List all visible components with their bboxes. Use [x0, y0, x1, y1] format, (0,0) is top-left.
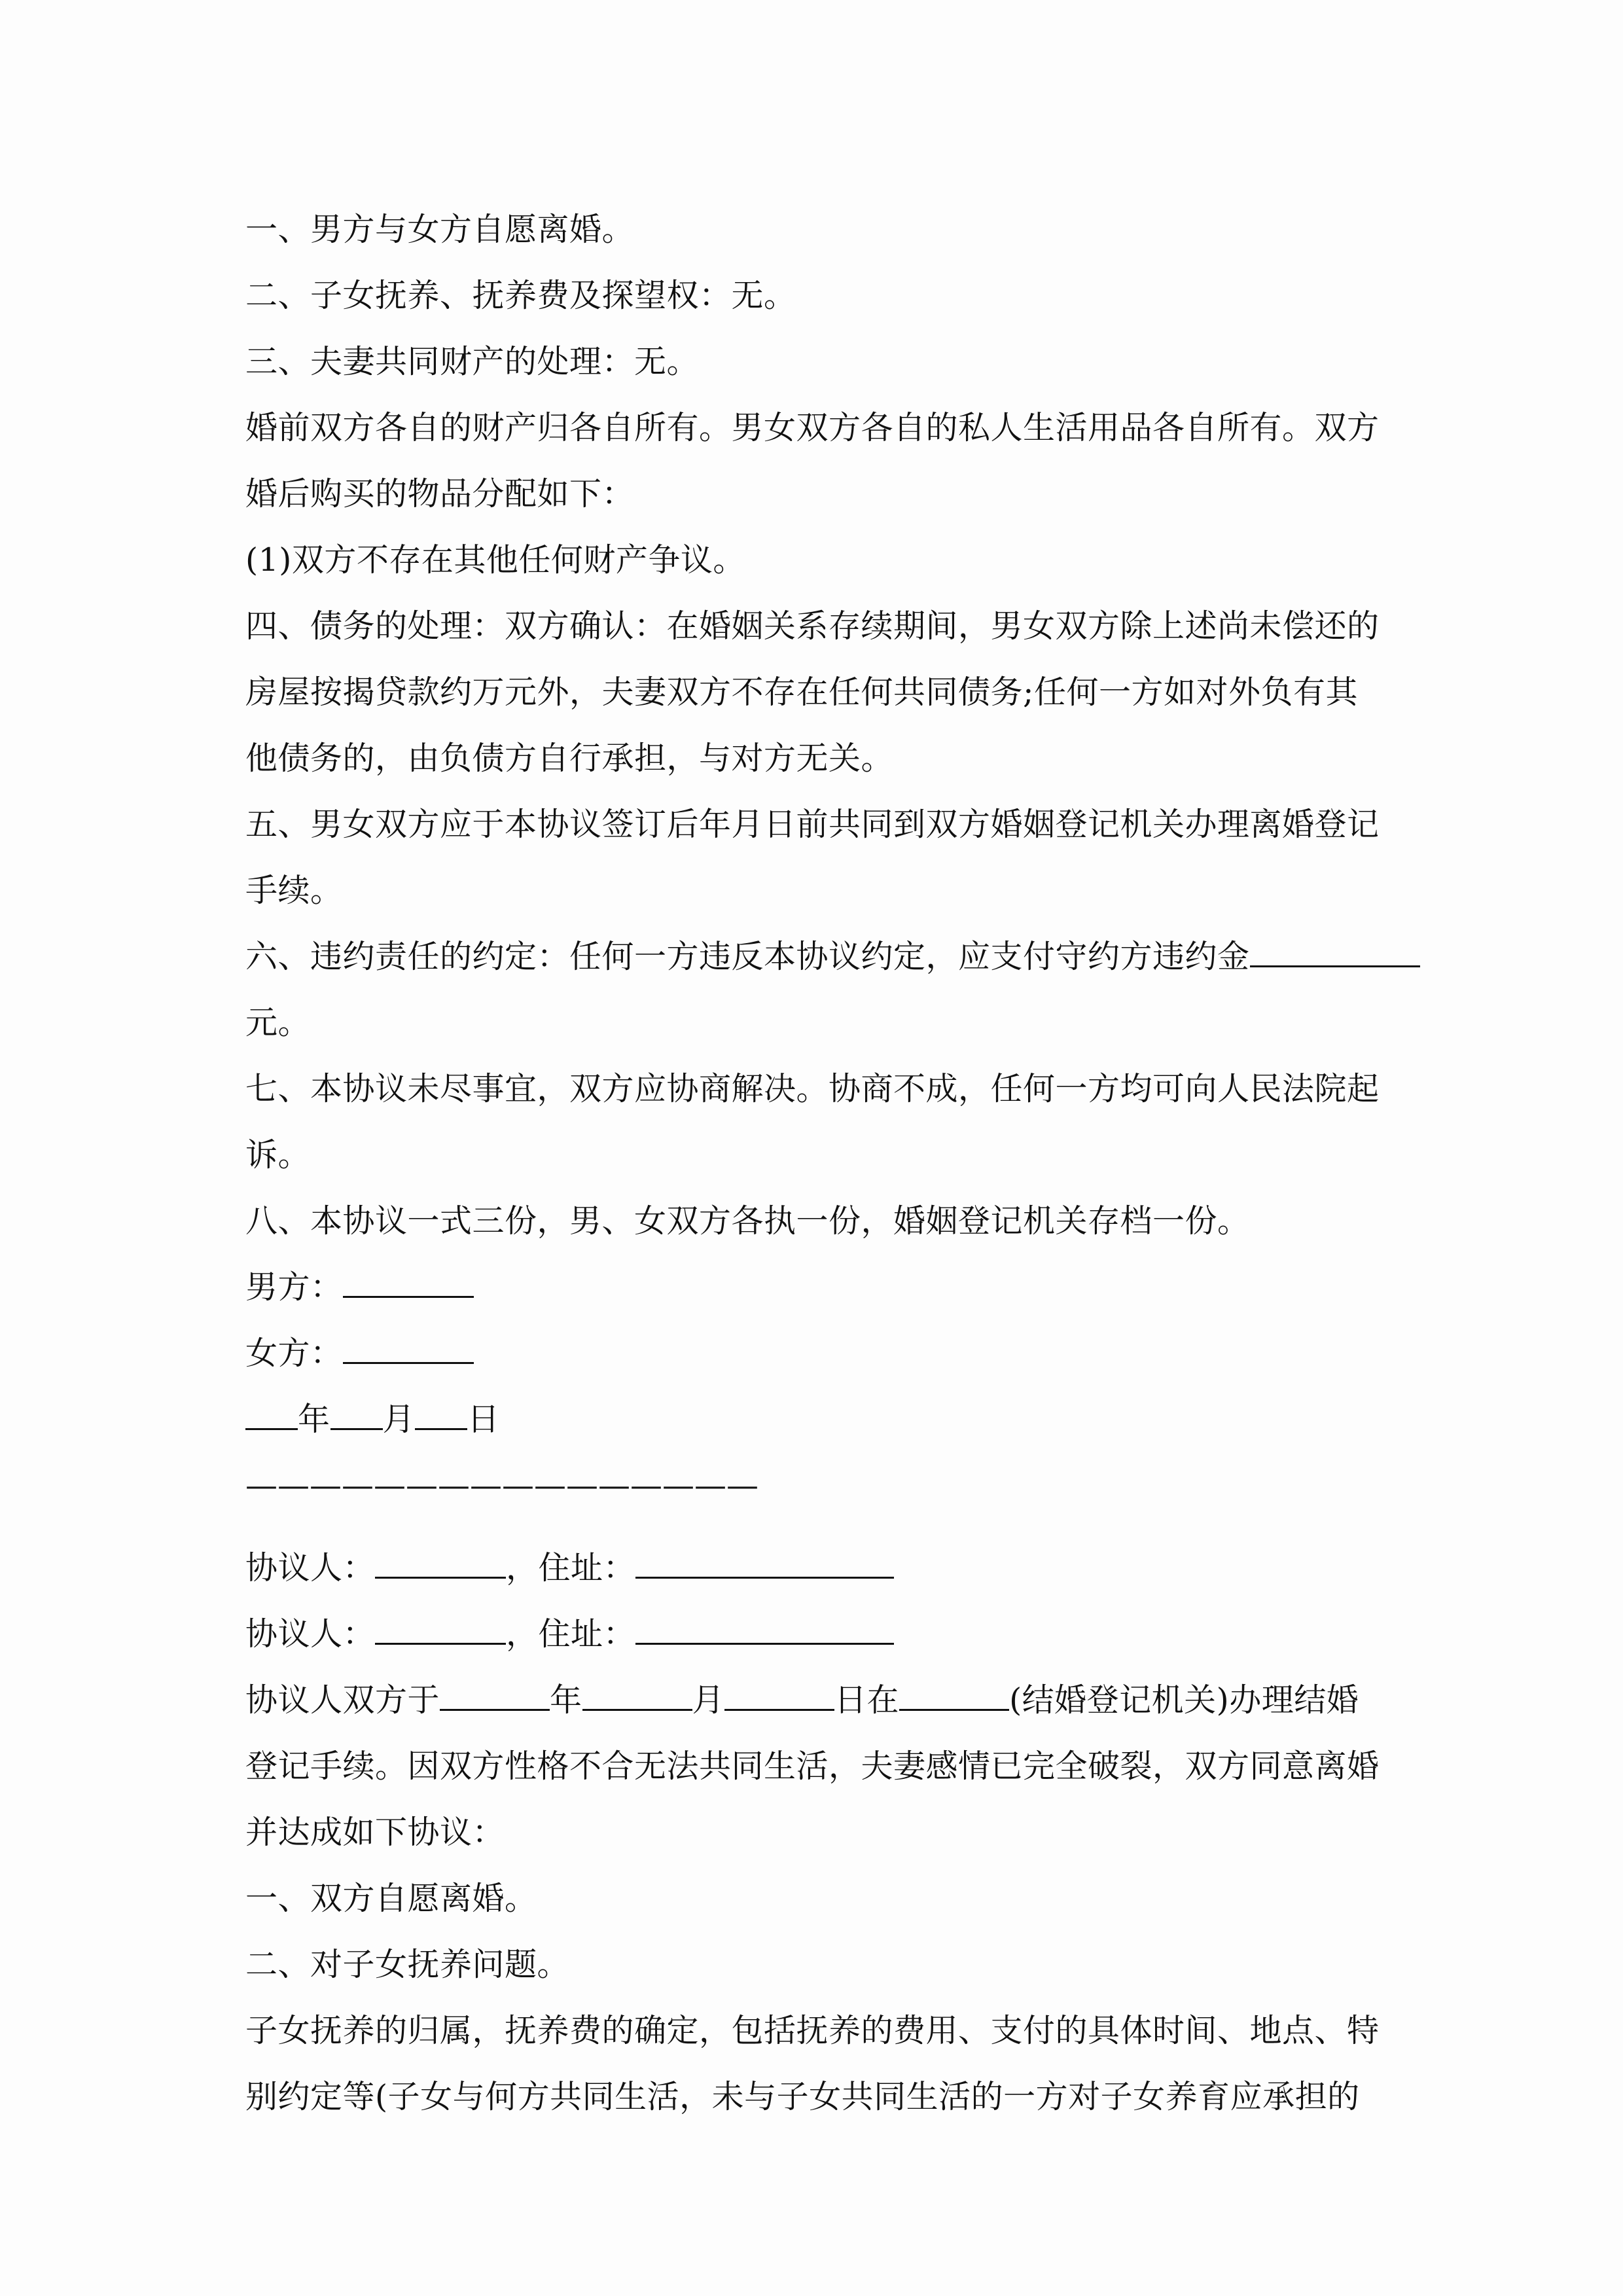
marriage-year-blank[interactable] — [440, 1677, 550, 1711]
female-signature-blank[interactable] — [343, 1331, 474, 1364]
registry-office-blank[interactable] — [899, 1677, 1009, 1711]
comma: ， — [506, 1549, 539, 1587]
custody-line-1: 子女抚养的归属，抚养费的确定，包括抚养的费用、支付的具体时间、地点、特 — [245, 2012, 1380, 2049]
clause-4-line-3: 他债务的，由负债方自行承担，与对方无关。 — [245, 740, 894, 777]
clause-4-line-1: 四、债务的处理：双方确认：在婚姻关系存续期间，男女双方除上述尚未偿还的 — [245, 607, 1380, 645]
custody-line-2: 别约定等(子女与何方共同生活，未与子女共同生活的一方对子女养育应承担的 — [245, 2078, 1360, 2115]
section-separator: ———————————————— — [245, 1467, 758, 1504]
property-text-line-1: 婚前双方各自的财产归各自所有。男女双方各自的私人生活用品各自所有。双方 — [245, 409, 1380, 446]
clause-7-line-1: 七、本协议未尽事宜，双方应协商解决。协商不成，任何一方均可向人民法院起 — [245, 1070, 1380, 1107]
clause-6-text: 六、违约责任的约定：任何一方违反本协议约定，应支付守约方违约金 — [245, 938, 1250, 975]
intro-day-at: 日在 — [834, 1681, 900, 1719]
intro-line-2: 登记手续。因双方性格不合无法共同生活，夫妻感情已完全破裂，双方同意离婚 — [245, 1748, 1380, 1785]
clause-1: 一、男方与女方自愿离婚。 — [245, 211, 635, 248]
party-1-address-blank[interactable] — [635, 1545, 894, 1579]
clause-2: 二、子女抚养、抚养费及探望权：无。 — [245, 277, 796, 314]
intro-text-1: 协议人双方于 — [245, 1681, 440, 1719]
party-2-name-blank[interactable] — [375, 1611, 506, 1645]
day-label: 日 — [467, 1401, 500, 1438]
agreement-clause-2: 二、对子女抚养问题。 — [245, 1946, 570, 1983]
male-label: 男方： — [245, 1268, 343, 1306]
clause-4-line-2: 房屋按揭贷款约万元外，夫妻双方不存在任何共同债务;任何一方如对外负有其 — [245, 673, 1359, 711]
clause-3: 三、夫妻共同财产的处理：无。 — [245, 343, 700, 380]
intro-year: 年 — [550, 1681, 582, 1719]
clause-6-line-1 — [245, 934, 1381, 1000]
party-2-label: 协议人： — [245, 1615, 376, 1653]
intro-text-2: (结婚登记机关)办理结婚 — [1009, 1681, 1359, 1719]
intro-line-1 — [245, 1677, 1381, 1744]
female-label: 女方： — [245, 1335, 343, 1372]
year-label: 年 — [298, 1401, 330, 1438]
address-2-label: 住址： — [538, 1615, 636, 1653]
marriage-day-blank[interactable] — [724, 1677, 834, 1711]
day-blank[interactable] — [415, 1397, 467, 1430]
intro-line-3: 并达成如下协议： — [245, 1814, 505, 1851]
party-1-label: 协议人： — [245, 1549, 376, 1587]
party-1-name-blank[interactable] — [375, 1545, 506, 1579]
month-label: 月 — [382, 1401, 416, 1438]
property-text-line-2: 婚后购买的物品分配如下： — [245, 475, 635, 512]
party-2-line — [245, 1611, 1381, 1677]
property-subitem-1: (1)双方不存在其他任何财产争议。 — [245, 541, 745, 579]
year-blank[interactable] — [245, 1397, 298, 1430]
address-1-label: 住址： — [538, 1549, 636, 1587]
month-blank[interactable] — [330, 1397, 383, 1430]
clause-5-line-1: 五、男女双方应于本协议签订后年月日前共同到双方婚姻登记机关办理离婚登记 — [245, 806, 1380, 843]
party-1-line — [245, 1545, 1381, 1611]
marriage-month-blank[interactable] — [582, 1677, 692, 1711]
penalty-amount-blank[interactable] — [1250, 934, 1420, 967]
intro-month: 月 — [692, 1681, 725, 1719]
clause-5-line-2: 手续。 — [245, 872, 343, 909]
clause-7-line-2: 诉。 — [245, 1136, 311, 1174]
agreement-clause-1: 一、双方自愿离婚。 — [245, 1880, 537, 1917]
male-signature-line — [245, 1265, 1381, 1331]
date-line — [245, 1397, 1381, 1463]
comma: ， — [506, 1615, 539, 1653]
clause-6-line-2: 元。 — [245, 1004, 311, 1041]
clause-8: 八、本协议一式三份，男、女双方各执一份，婚姻登记机关存档一份。 — [245, 1202, 1250, 1240]
document-page — [245, 207, 1381, 2140]
party-2-address-blank[interactable] — [635, 1611, 894, 1645]
male-signature-blank[interactable] — [343, 1265, 474, 1298]
female-signature-line — [245, 1331, 1381, 1397]
